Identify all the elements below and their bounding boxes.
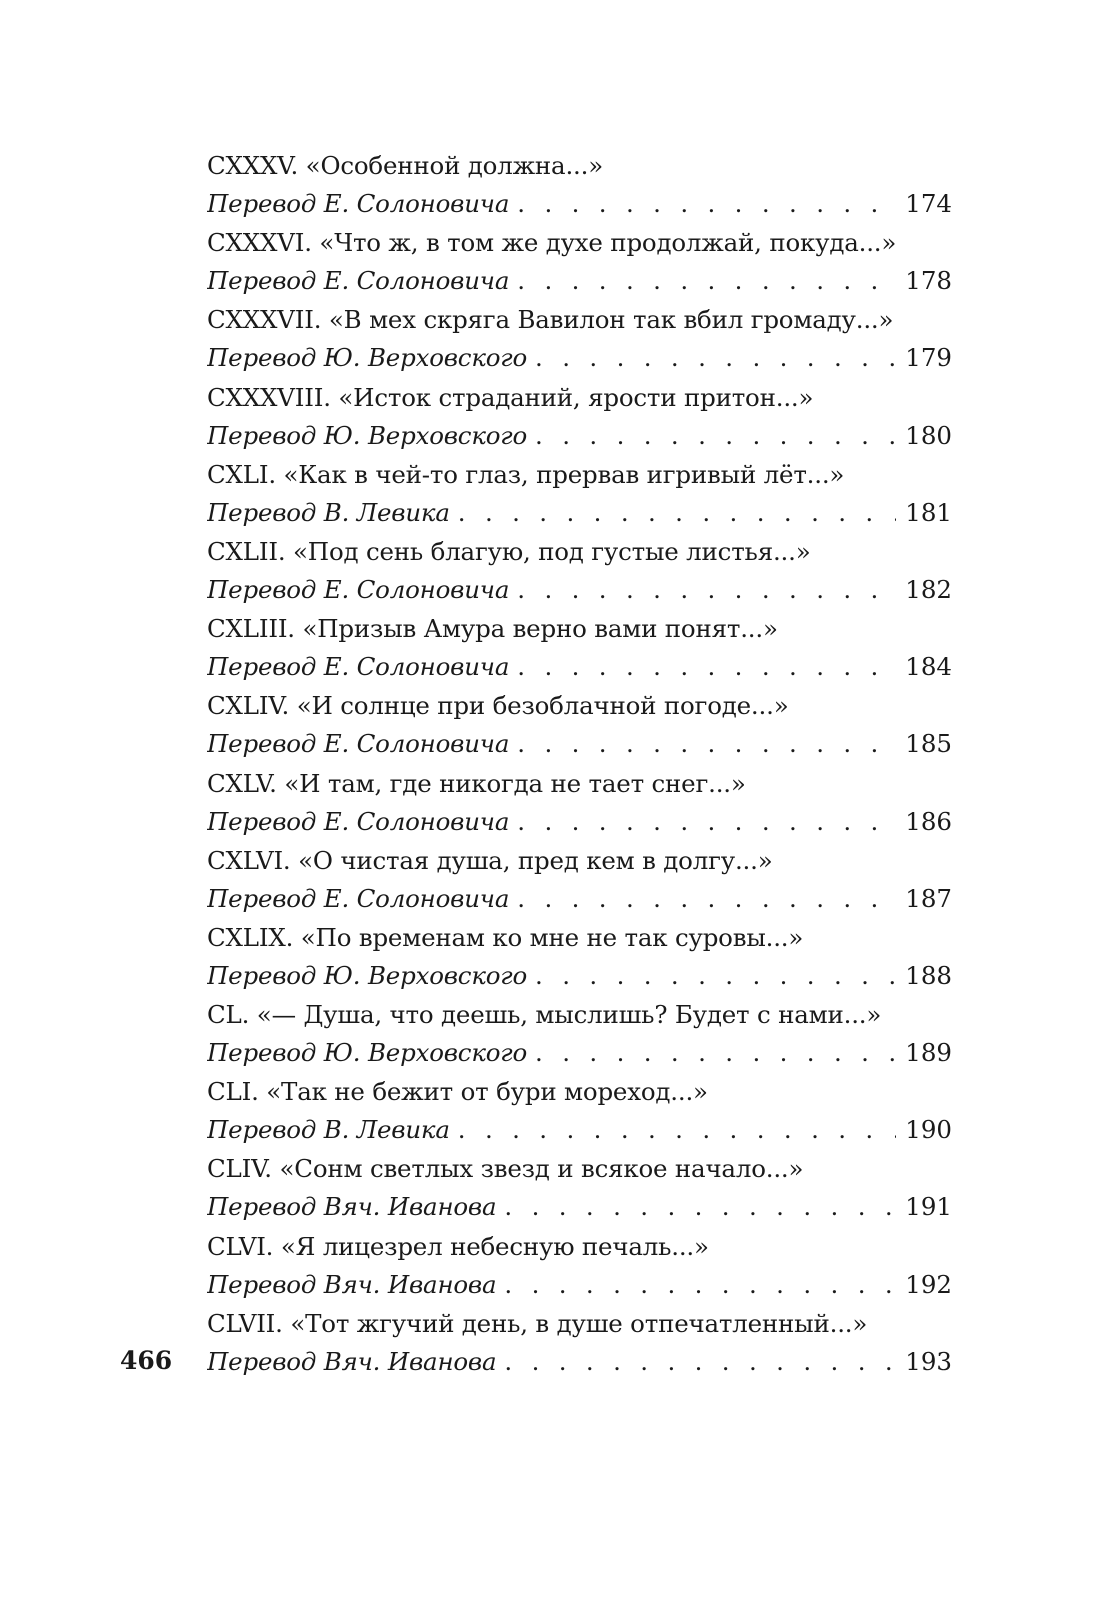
poem-title: CXLIX. «По временам ко мне не так суровы...»: [207, 922, 804, 952]
dot-leader: [517, 571, 896, 609]
dot-leader: [535, 417, 896, 455]
toc-entry: [207, 1150, 952, 1227]
toc-line: [207, 185, 952, 223]
dot-leader: [535, 957, 896, 995]
translator-credit: Перевод В. Левика: [207, 1115, 450, 1145]
dot-leader: [517, 262, 896, 300]
dot-leader: [504, 1343, 896, 1381]
toc-line: [207, 494, 952, 532]
dot-leader: [458, 494, 896, 532]
page-reference: 188: [905, 960, 952, 990]
translator-credit: Перевод Ю. Верховского: [207, 343, 528, 373]
poem-title: CXLIV. «И солнце при безоблачной погоде...»: [207, 691, 789, 721]
toc-line: [207, 725, 952, 763]
table-of-contents: [207, 147, 952, 1382]
translator-credit: Перевод Е. Солоновича: [207, 806, 510, 836]
translator-credit: Перевод Ю. Верховского: [207, 960, 528, 990]
dot-leader: [517, 880, 896, 918]
dot-leader: [504, 1266, 896, 1304]
toc-entry: [207, 456, 952, 533]
toc-line: [207, 957, 952, 995]
dot-leader: [535, 339, 896, 377]
poem-title: CXXXVII. «В мех скряга Вавилон так вбил громаду...»: [207, 305, 894, 335]
translator-credit: Перевод Е. Солоновича: [207, 574, 510, 604]
page-reference: 174: [905, 189, 952, 218]
page-reference: 184: [905, 652, 952, 682]
page-reference: 186: [905, 806, 952, 836]
translator-credit: Перевод В. Левика: [207, 497, 450, 527]
toc-line: [207, 1266, 952, 1304]
translator-credit: Перевод Вяч. Иванова: [207, 1192, 497, 1222]
toc-line: [207, 571, 952, 609]
toc-entry: [207, 919, 952, 996]
toc-line: [207, 1111, 952, 1149]
page-number: 466: [120, 1346, 173, 1375]
toc-entry: [207, 533, 952, 610]
toc-entry: [207, 147, 952, 224]
toc-entry: [207, 687, 952, 764]
toc-entry: [207, 765, 952, 842]
page-reference: 192: [905, 1269, 952, 1299]
page-reference: 185: [905, 729, 952, 759]
page-reference: 190: [905, 1115, 952, 1145]
translator-credit: Перевод Ю. Верховского: [207, 420, 528, 450]
translator-credit: Перевод Е. Солоновича: [207, 189, 510, 218]
page-reference: 180: [905, 420, 952, 450]
page-reference: 178: [905, 266, 952, 296]
translator-credit: Перевод Вяч. Иванова: [207, 1346, 497, 1376]
toc-line: [207, 648, 952, 686]
poem-title: CLVI. «Я лицезрел небесную печаль...»: [207, 1231, 709, 1261]
toc-line: [207, 417, 952, 455]
poem-title: CXLIII. «Призыв Амура верно вами понят...»: [207, 614, 778, 644]
translator-credit: Перевод Е. Солоновича: [207, 729, 510, 759]
poem-title: CXXXV. «Особенной должна...»: [207, 151, 604, 180]
page-reference: 189: [905, 1038, 952, 1068]
dot-leader: [458, 1111, 896, 1149]
page-reference: 182: [905, 574, 952, 604]
toc-entry: [207, 1073, 952, 1150]
poem-title: CXLVI. «О чистая душа, пред кем в долгу...»: [207, 845, 773, 875]
dot-leader: [517, 185, 896, 223]
toc-line: [207, 1034, 952, 1072]
toc-entry: [207, 996, 952, 1073]
page-reference: 181: [905, 497, 952, 527]
page-reference: 179: [905, 343, 952, 373]
poem-title: CXLII. «Под сень благую, под густые листья...»: [207, 536, 811, 566]
toc-line: [207, 880, 952, 918]
dot-leader: [504, 1188, 896, 1226]
page-reference: 193: [905, 1346, 952, 1376]
dot-leader: [517, 803, 896, 841]
toc-entry: [207, 301, 952, 378]
toc-entry: [207, 610, 952, 687]
toc-entry: [207, 1228, 952, 1305]
poem-title: CLVII. «Тот жгучий день, в душе отпечатленный...»: [207, 1308, 868, 1338]
dot-leader: [517, 725, 896, 763]
translator-credit: Перевод Вяч. Иванова: [207, 1269, 497, 1299]
toc-entry: [207, 1305, 952, 1382]
translator-credit: Перевод Е. Солоновича: [207, 266, 510, 296]
poem-title: CL. «— Душа, что деешь, мыслишь? Будет с нами...»: [207, 1000, 882, 1030]
toc-entry: [207, 379, 952, 456]
toc-line: [207, 1188, 952, 1226]
toc-entry: [207, 842, 952, 919]
dot-leader: [535, 1034, 896, 1072]
toc-entry: [207, 224, 952, 301]
toc-line: [207, 339, 952, 377]
poem-title: CXXXVIII. «Исток страданий, ярости притон...»: [207, 382, 814, 412]
translator-credit: Перевод Е. Солоновича: [207, 883, 510, 913]
poem-title: CXLV. «И там, где никогда не тает снег...»: [207, 768, 746, 798]
poem-title: CXLI. «Как в чей-то глаз, прервав игривый лёт...»: [207, 459, 845, 489]
toc-line: [207, 1343, 952, 1381]
page-reference: 191: [905, 1192, 952, 1222]
toc-line: [207, 803, 952, 841]
poem-title: CXXXVI. «Что ж, в том же духе продолжай, покуда...»: [207, 228, 897, 258]
page-reference: 187: [905, 883, 952, 913]
translator-credit: Перевод Ю. Верховского: [207, 1038, 528, 1068]
translator-credit: Перевод Е. Солоновича: [207, 652, 510, 682]
dot-leader: [517, 648, 896, 686]
poem-title: CLIV. «Сонм светлых звезд и всякое начало...»: [207, 1154, 804, 1184]
poem-title: CLI. «Так не бежит от бури мореход...»: [207, 1077, 708, 1107]
toc-line: [207, 262, 952, 300]
